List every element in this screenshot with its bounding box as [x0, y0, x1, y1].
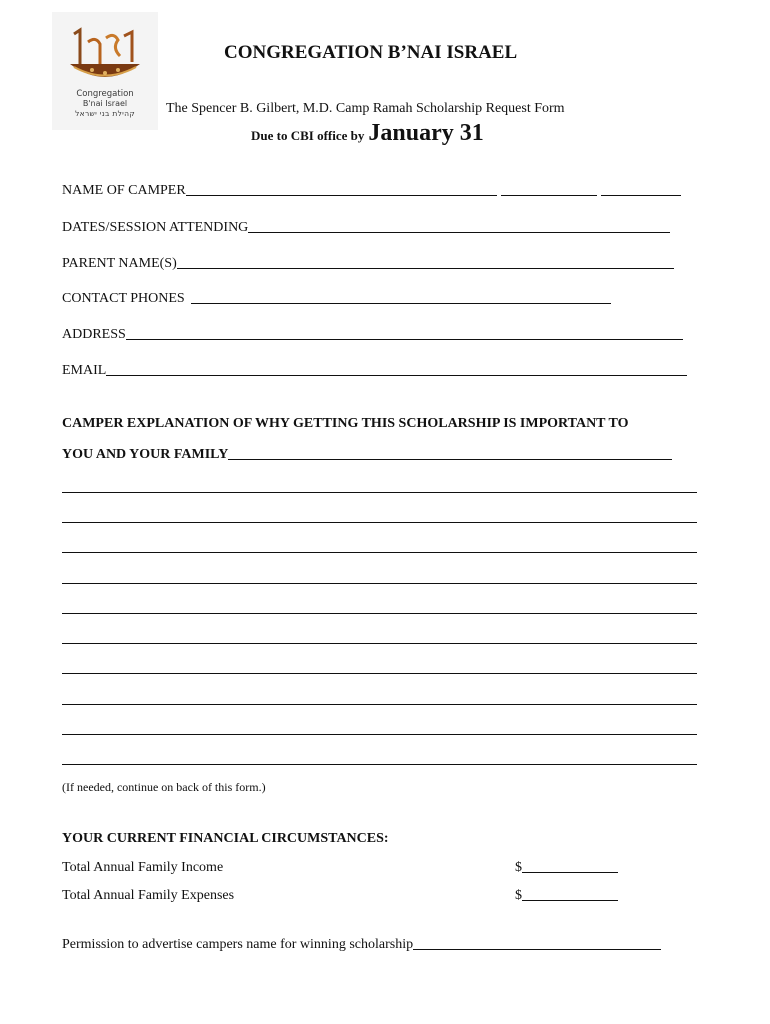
due-date-line [251, 120, 484, 147]
contact-phones-line[interactable] [191, 302, 611, 304]
due-prefix: Due to CBI office by [251, 128, 365, 143]
email-label: EMAIL [62, 363, 107, 378]
page-title: CONGREGATION B’NAI ISRAEL [224, 42, 518, 63]
logo-text-line2: B'nai Israel [82, 99, 128, 108]
due-date: January 31 [368, 120, 484, 146]
name-of-camper-label: NAME OF CAMPER [62, 183, 186, 198]
address-line[interactable] [126, 338, 683, 340]
explanation-writing-line[interactable] [62, 613, 697, 614]
name-of-camper-line-3[interactable] [601, 194, 681, 196]
explanation-heading-line1: CAMPER EXPLANATION OF WHY GETTING THIS SCHOLARSHIP IS IMPORTANT TO [62, 416, 629, 431]
continue-note: (If needed, continue on back of this form.) [62, 780, 266, 794]
income-label: Total Annual Family Income [62, 860, 224, 875]
parent-names-field[interactable] [62, 256, 674, 272]
explanation-writing-line[interactable] [62, 522, 697, 523]
explanation-heading-line2: YOU AND YOUR FAMILY [62, 447, 229, 462]
income-field[interactable] [515, 860, 618, 876]
income-input-line[interactable] [522, 871, 618, 873]
name-of-camper-field[interactable] [62, 183, 681, 199]
congregation-logo [52, 12, 158, 130]
email-line[interactable] [106, 374, 687, 376]
explanation-writing-line[interactable] [62, 704, 697, 705]
expenses-input-line[interactable] [522, 899, 618, 901]
contact-phones-field[interactable] [62, 291, 611, 307]
congregation-logo-icon [52, 12, 158, 90]
email-field[interactable] [62, 363, 687, 379]
explanation-writing-line[interactable] [62, 583, 697, 584]
explanation-heading-line2-field[interactable] [62, 447, 672, 463]
permission-field[interactable] [62, 937, 661, 953]
logo-text-line3: קהילת בני ישראל [75, 109, 135, 118]
dates-session-field[interactable] [62, 220, 670, 236]
income-currency: $ [515, 860, 522, 875]
explanation-first-line[interactable] [228, 458, 672, 460]
logo-text-line1: Congregation [76, 89, 134, 99]
expenses-currency: $ [515, 888, 522, 903]
parent-names-line[interactable] [177, 267, 674, 269]
explanation-writing-line[interactable] [62, 734, 697, 735]
permission-label: Permission to advertise campers name for winning scholarship [62, 937, 414, 952]
name-of-camper-line-2[interactable] [501, 194, 597, 196]
address-field[interactable] [62, 327, 683, 343]
explanation-writing-line[interactable] [62, 673, 697, 674]
explanation-writing-line[interactable] [62, 764, 697, 765]
financial-heading: YOUR CURRENT FINANCIAL CIRCUMSTANCES: [62, 831, 389, 846]
dates-session-line[interactable] [248, 231, 670, 233]
expenses-label: Total Annual Family Expenses [62, 888, 235, 903]
dates-session-label: DATES/SESSION ATTENDING [62, 220, 249, 235]
explanation-writing-line[interactable] [62, 492, 697, 493]
parent-names-label: PARENT NAME(S) [62, 256, 177, 271]
expenses-field[interactable] [515, 888, 618, 904]
explanation-writing-line[interactable] [62, 643, 697, 644]
permission-line[interactable] [413, 948, 661, 950]
explanation-writing-line[interactable] [62, 552, 697, 553]
address-label: ADDRESS [62, 327, 126, 342]
contact-phones-label: CONTACT PHONES [62, 291, 185, 306]
name-of-camper-line[interactable] [186, 194, 497, 196]
form-subtitle: The Spencer B. Gilbert, M.D. Camp Ramah Scholarship Request Form [166, 101, 565, 116]
